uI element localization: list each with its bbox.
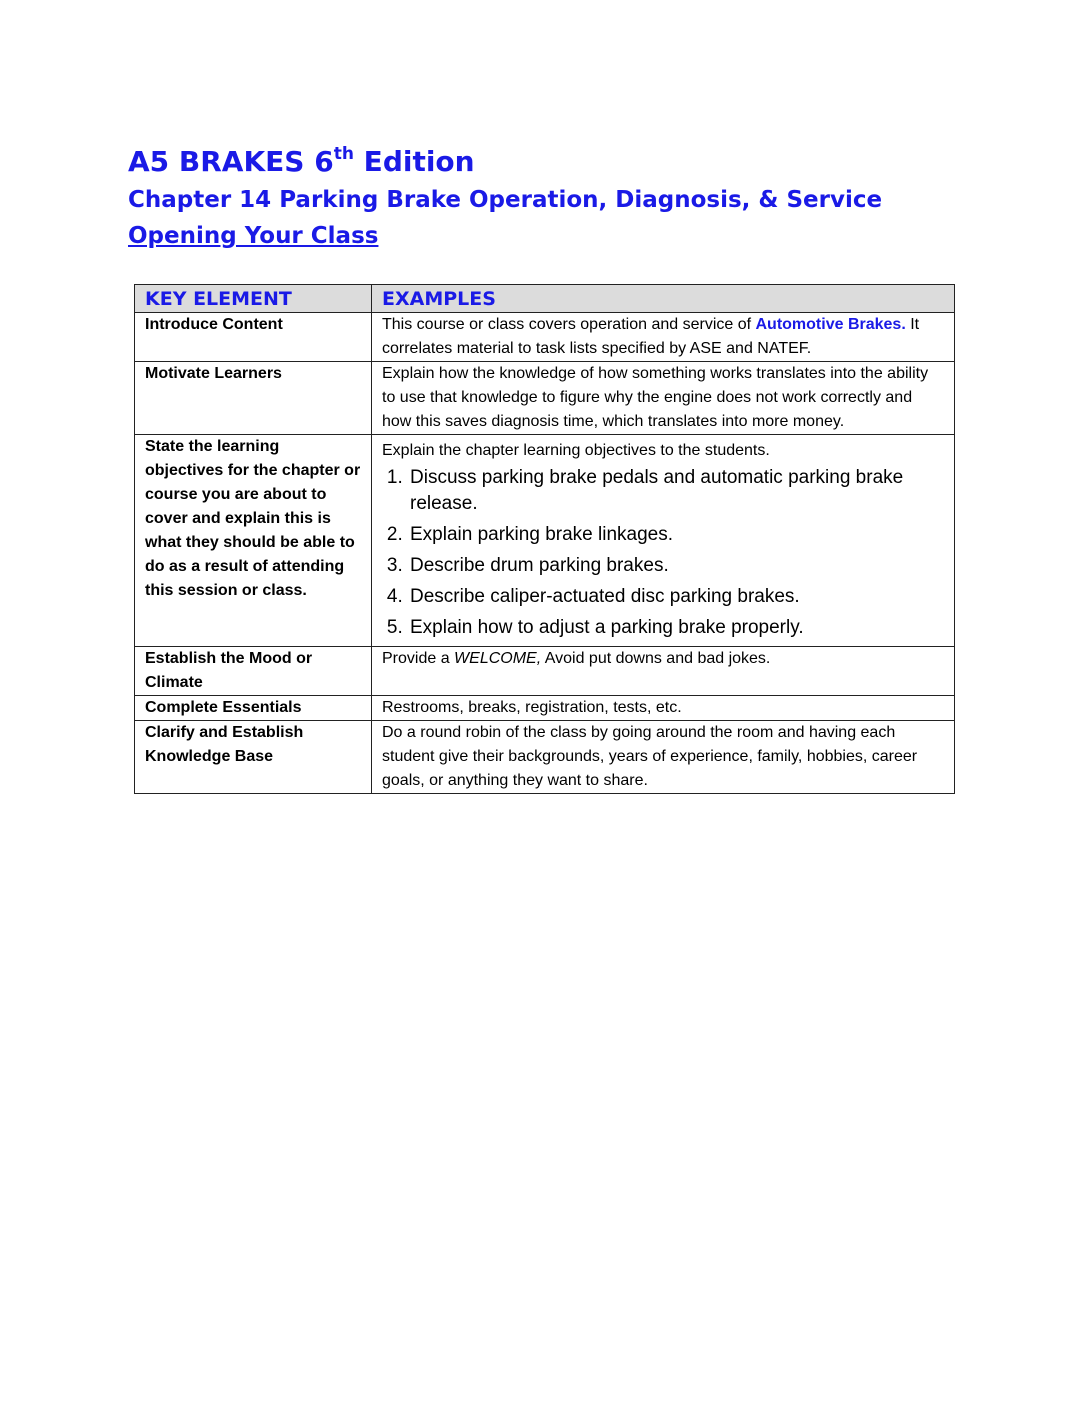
list-item: 5. Explain how to adjust a parking brake properly.: [408, 615, 944, 641]
title-suffix: Edition: [353, 145, 475, 178]
lesson-plan-table: [134, 284, 955, 794]
objectives-list: [382, 465, 944, 641]
title-prefix: A5 BRAKES 6: [128, 145, 334, 178]
key-element-cell: Complete Essentials: [135, 696, 372, 721]
example-cell: Restrooms, breaks, registration, tests, etc.: [372, 696, 955, 721]
key-element-cell: State the learning objectives for the chapter or course you are about to cover and explain this is what they should be able to do as a result of attending this session or class.: [135, 435, 372, 647]
example-cell: [372, 313, 955, 362]
document-title: [128, 142, 1008, 182]
key-element-cell: Motivate Learners: [135, 362, 372, 435]
mood-text-continued: Avoid put downs and bad jokes.: [541, 650, 771, 667]
table-row: [135, 647, 955, 696]
list-item: 4. Describe caliper-actuated disc parking brakes.: [408, 584, 944, 610]
list-item: 1. Discuss parking brake pedals and automatic parking brake release.: [408, 465, 944, 517]
example-cell: Do a round robin of the class by going around the room and having each student give their backgrounds, years of experience, family, hobbies, career goals, or anything they want to share.: [372, 721, 955, 794]
example-cell: [372, 435, 955, 647]
key-element-header: KEY ELEMENT: [135, 285, 372, 313]
key-element-cell: Establish the Mood or Climate: [135, 647, 372, 696]
mood-text: Provide a: [382, 650, 455, 667]
example-cell: Explain how the knowledge of how something works translates into the ability to use that knowledge to figure why the engine does not work correctly and how this saves diagnosis time, which translates into more money.: [372, 362, 955, 435]
list-item: 2. Explain parking brake linkages.: [408, 522, 944, 548]
title-superscript: th: [333, 144, 354, 164]
introduce-text: This course or class covers operation and service of: [382, 316, 756, 333]
table-header-row: [135, 285, 955, 313]
key-element-cell: Introduce Content: [135, 313, 372, 362]
document-header: [128, 142, 1008, 254]
introduce-text-continued: It correlates material to task lists specified by ASE and NATEF.: [382, 316, 920, 357]
table-row: [135, 313, 955, 362]
table-row: [135, 435, 955, 647]
key-element-cell: Clarify and Establish Knowledge Base: [135, 721, 372, 794]
automotive-brakes-highlight: Automotive Brakes.: [755, 316, 906, 333]
table-row: [135, 721, 955, 794]
table-row: [135, 362, 955, 435]
opening-your-class-link[interactable]: Opening Your Class: [128, 223, 379, 249]
chapter-title: Chapter 14 Parking Brake Operation, Diagnosis, & Service: [128, 187, 883, 213]
example-cell: [372, 647, 955, 696]
objectives-intro: Explain the chapter learning objectives to the students.: [382, 442, 770, 459]
list-item: 3. Describe drum parking brakes.: [408, 553, 944, 579]
examples-header: EXAMPLES: [372, 285, 955, 313]
welcome-emphasis: WELCOME,: [454, 650, 542, 667]
table-row: [135, 696, 955, 721]
